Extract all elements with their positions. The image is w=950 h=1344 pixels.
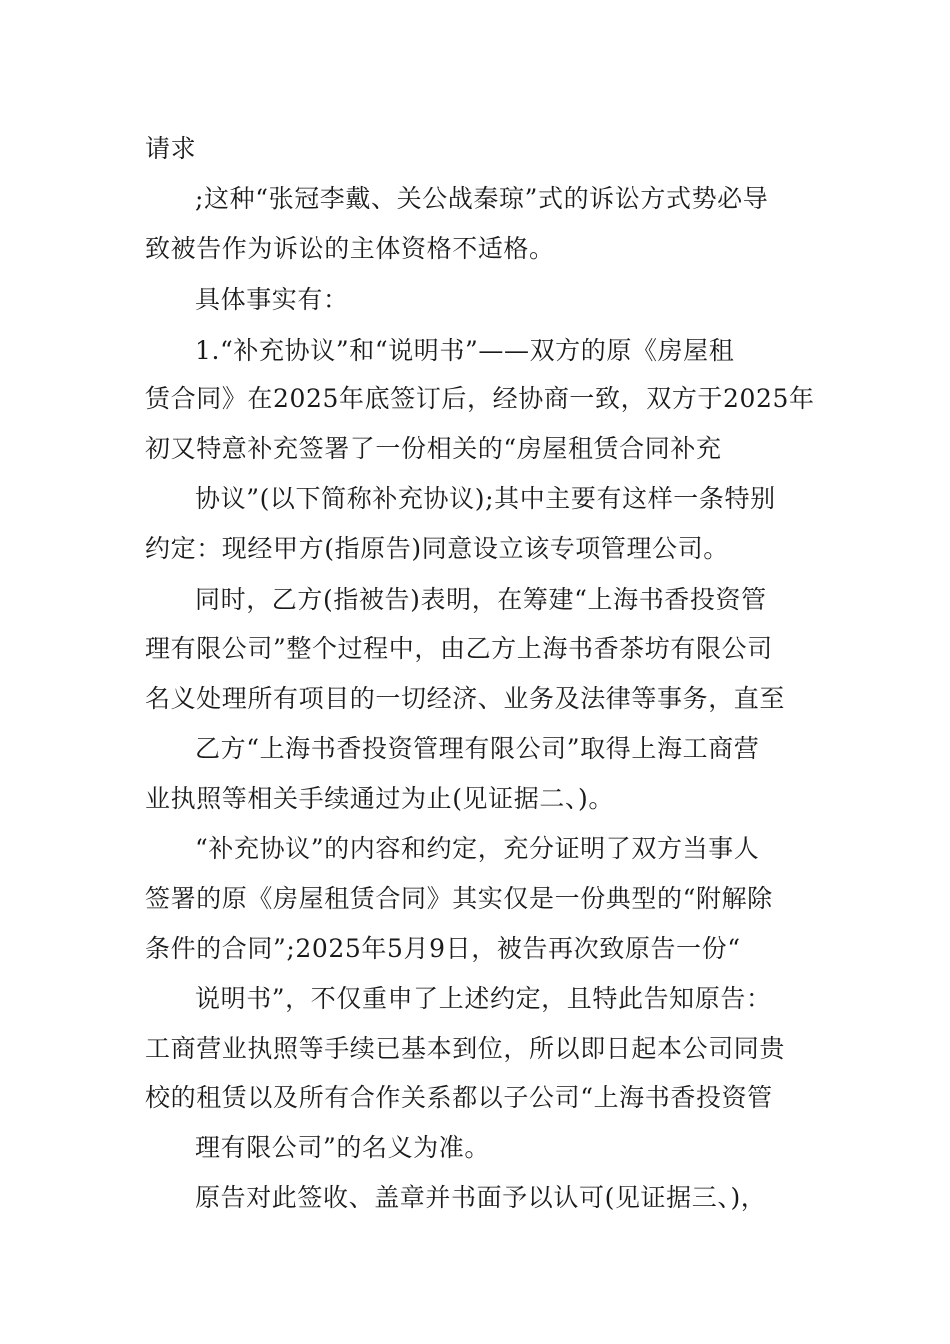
text-line: 致被告作为诉讼的主体资格不适格。 <box>145 234 555 263</box>
text-line: 校的租赁以及所有合作关系都以子公司“上海书香投资管 <box>145 1083 773 1112</box>
text-line: 理有限公司”的名义为准。 <box>195 1133 490 1162</box>
text-line: 签署的原《房屋租赁合同》其实仅是一份典型的“附解除 <box>145 884 773 913</box>
text-line: 说明书”，不仅重申了上述约定，且特此告知原告： <box>195 984 772 1013</box>
text-line: 赁合同》在2025年底签订后，经协商一致，双方于2025年 <box>145 384 815 413</box>
text-line: 具体事实有： <box>195 285 349 314</box>
text-line: 约定：现经甲方(指原告)同意设立该专项管理公司。 <box>145 534 729 563</box>
text-line: 工商营业执照等手续已基本到位，所以即日起本公司同贵 <box>145 1034 786 1063</box>
text-line: 条件的合同”;2025年5月9日，被告再次致原告一份“ <box>145 934 741 963</box>
text-line: 理有限公司”整个过程中，由乙方上海书香茶坊有限公司 <box>145 634 773 663</box>
text-line: 业执照等相关手续通过为止(见证据二、)。 <box>145 784 615 813</box>
text-line: 协议”(以下简称补充协议);其中主要有这样一条特别 <box>195 484 776 513</box>
text-line: 原告对此签收、盖章并书面予以认可(见证据三、)， <box>195 1183 767 1212</box>
text-line: “补充协议”的内容和约定，充分证明了双方当事人 <box>195 834 760 863</box>
text-line: 乙方“上海书香投资管理有限公司”取得上海工商营 <box>195 734 760 763</box>
text-line: 同时，乙方(指被告)表明，在筹建“上海书香投资管 <box>195 585 767 614</box>
text-line: 1.“补充协议”和“说明书”——双方的原《房屋租 <box>195 336 735 365</box>
text-line: 名义处理所有项目的一切经济、业务及法律等事务，直至 <box>145 684 786 713</box>
text-line: 初又特意补充签署了一份相关的“房屋租赁合同补充 <box>145 434 722 463</box>
text-line: ;这种“张冠李戴、关公战秦琼”式的诉讼方式势必导 <box>195 184 769 213</box>
text-line: 请求 <box>145 134 197 163</box>
